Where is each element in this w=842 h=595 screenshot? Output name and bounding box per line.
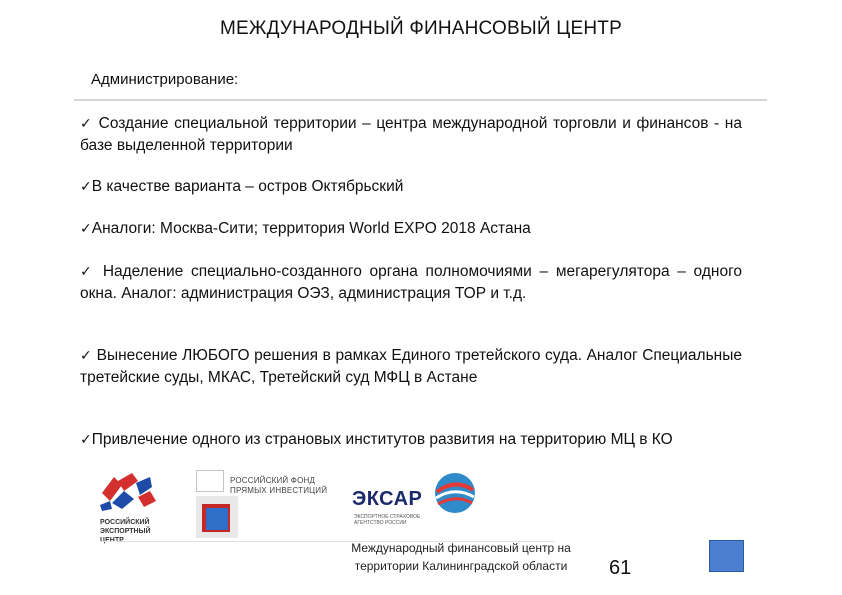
footer-line-1: Международный финансовый центр на (351, 541, 571, 555)
check-icon: ✓ (80, 432, 92, 448)
page-number: 61 (609, 557, 632, 579)
rdif-frame-icon (196, 470, 224, 492)
rec-logo (92, 471, 172, 543)
footer-line-2: территории Калининградской области (354, 559, 568, 573)
check-icon: ✓ (80, 179, 92, 195)
bullet-text-4: Наделение специально-созданного органа полномочиями – мегарегулятора – одного окна. Аналог: администрация ОЭЗ, администрация ТОР и т.д. (80, 263, 742, 302)
rec-logo-line-2: ЭКСПОРТНЫЙ (100, 528, 151, 535)
exiar-tagline-1: ЭКСПОРТНОЕ СТРАХОВОЕ (354, 514, 421, 520)
rec-logo-line-1: РОССИЙСКИЙ (100, 519, 150, 526)
rdif-logo-line-1: РОССИЙСКИЙ ФОНД (230, 476, 316, 485)
check-icon: ✓ (80, 221, 92, 237)
bullet-item-2 (80, 176, 742, 198)
bullet-text-6: Привлечение одного из страновых институтов развития на территорию МЦ в КО (91, 431, 673, 448)
rec-logo-line-3: ЦЕНТР (100, 537, 124, 544)
exiar-logo-name: ЭКСАР (352, 488, 423, 510)
bullet-text-5: Вынесение ЛЮБОГО решения в рамках Единого третейского суда. Аналог Специальные третейские суды, МКАС, Третейский суд МФЦ в Астане (80, 347, 742, 386)
rec-emblem-icon (92, 471, 172, 511)
slide-title: МЕЖДУНАРОДНЫЙ ФИНАНСОВЫЙ ЦЕНТР (219, 18, 622, 39)
slide-subtitle: Администрирование: (91, 71, 239, 88)
header-divider (74, 99, 767, 101)
rdif-square-icon (196, 496, 238, 538)
bullet-text-3: Аналоги: Москва-Сити; территория World EXPO 2018 Астана (91, 220, 531, 237)
bullet-item-1 (80, 113, 742, 157)
bullet-item-6 (80, 429, 742, 451)
bullet-item-3 (80, 218, 742, 240)
bullet-item-5 (80, 345, 742, 389)
exiar-tagline-2: АГЕНТСТВО РОССИИ (354, 520, 407, 526)
bullet-text-2: В качестве варианта – остров Октябрьский (91, 178, 404, 195)
rdif-logo-line-2: ПРЯМЫХ ИНВЕСТИЦИЙ (230, 486, 328, 495)
bullet-item-4 (80, 261, 742, 305)
rdif-logo (196, 470, 336, 540)
check-icon: ✓ (80, 348, 93, 364)
footer-caption (330, 539, 592, 575)
bullet-text-1: Создание специальной территории – центра международной торговли и финансов - на базе выделенной территории (80, 115, 742, 154)
accent-square (709, 540, 744, 572)
globe-icon (432, 470, 478, 516)
check-icon: ✓ (80, 116, 94, 132)
exiar-logo (350, 470, 480, 526)
check-icon: ✓ (80, 264, 96, 280)
